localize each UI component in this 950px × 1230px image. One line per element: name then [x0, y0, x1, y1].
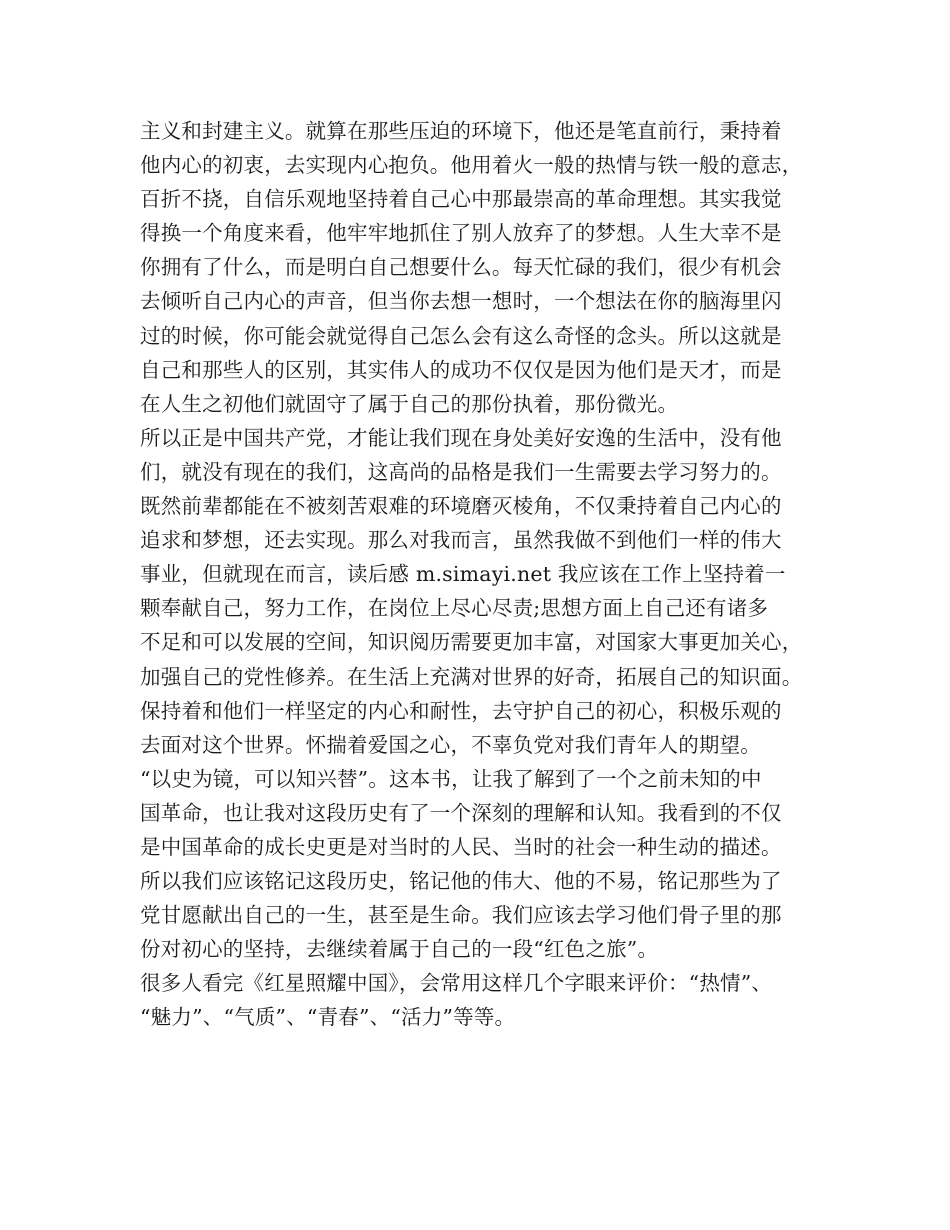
text-line: 追求和梦想，还去实现。那么对我而言，虽然我做不到他们一样的伟大	[140, 528, 782, 553]
text-line: “魅力”、“气质”、“青春”、“活力”等等。	[140, 1005, 516, 1030]
text-line: 颗奉献自己，努力工作，在岗位上尽心尽责;思想方面上自己还有诸多	[140, 596, 769, 621]
text-line: 保持着和他们一样坚定的内心和耐性，去守护自己的初心，积极乐观的	[140, 698, 782, 723]
text-line: 主义和封建主义。就算在那些压迫的环境下，他还是笔直前行，秉持着	[140, 119, 782, 143]
text-line: 你拥有了什么，而是明白自己想要什么。每天忙碌的我们，很少有机会	[140, 255, 782, 280]
text-line: 自己和那些人的区别，其实伟人的成功不仅仅是因为他们是天才，而是	[140, 357, 782, 382]
text-line: 在人生之初他们就固守了属于自己的那份执着，那份微光。	[140, 391, 679, 416]
text-line: 他内心的初衷，去实现内心抱负。他用着火一般的热情与铁一般的意志，	[140, 153, 803, 178]
text-line: 所以我们应该铭记这段历史，铭记他的伟大、他的不易，铭记那些为了	[140, 869, 782, 894]
text-line: 既然前辈都能在不被刻苦艰难的环境磨灭棱角，不仅秉持着自己内心的	[140, 494, 782, 519]
text-line: 们，就没有现在的我们，这高尚的品格是我们一生需要去学习努力的。	[140, 459, 782, 484]
text-line: 国革命，也让我对这段历史有了一个深刻的理解和认知。我看到的不仅	[140, 800, 782, 825]
text-line: 党甘愿献出自己的一生，甚至是生命。我们应该去学习他们骨子里的那	[140, 903, 782, 928]
text-line: 份对初心的坚持，去继续着属于自己的一段“红色之旅”。	[140, 937, 659, 962]
text-line: 很多人看完《红星照耀中国》，会常用这样几个字眼来评价：“热情”、	[140, 971, 773, 996]
text-line: 去倾听自己内心的声音，但当你去想一想时，一个想法在你的脑海里闪	[140, 289, 782, 314]
text-line: 不足和可以发展的空间，知识阅历需要更加丰富，对国家大事更加关心，	[140, 630, 803, 655]
document-body	[140, 114, 830, 1035]
text-line: 去面对这个世界。怀揣着爱国之心，不辜负党对我们青年人的期望。	[140, 732, 761, 757]
text-line: 事业，但就现在而言，读后感 m.simayi.net 我应该在工作上坚持着一	[140, 562, 786, 587]
text-line: “以史为镜，可以知兴替”。这本书，让我了解到了一个之前未知的中	[140, 766, 762, 791]
text-line: 加强自己的党性修养。在生活上充满对世界的好奇，拓展自己的知识面。	[140, 664, 803, 689]
text-line: 过的时候，你可能会就觉得自己怎么会有这么奇怪的念头。所以这就是	[140, 323, 782, 348]
text-line: 得换一个角度来看，他牢牢地抓住了别人放弃了的梦想。人生大幸不是	[140, 221, 782, 246]
text-line: 所以正是中国共产党，才能让我们现在身处美好安逸的生活中，没有他	[140, 425, 782, 450]
text-line: 百折不挠，自信乐观地坚持着自己心中那最崇高的革命理想。其实我觉	[140, 187, 782, 212]
text-line: 是中国革命的成长史更是对当时的人民、当时的社会一种生动的描述。	[140, 834, 782, 859]
